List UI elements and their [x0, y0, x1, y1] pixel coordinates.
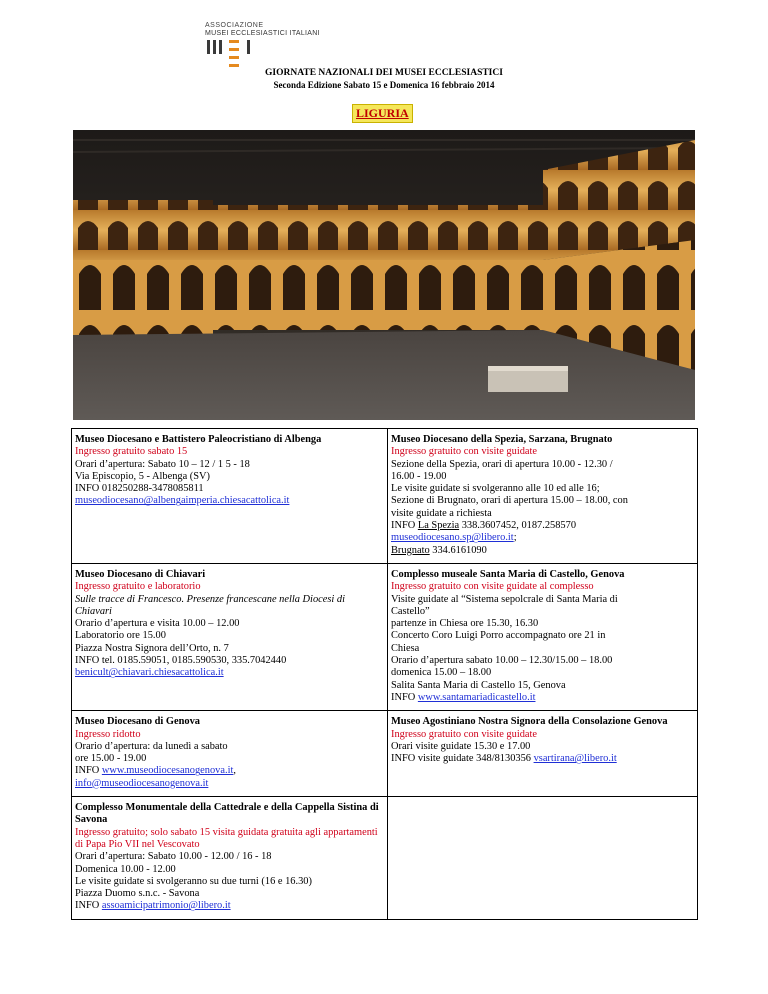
email-link[interactable]: info@museodiocesanogenova.it	[75, 777, 209, 789]
entry-info: Ingresso gratuito con visite guidate	[391, 728, 538, 740]
detail-line: Orari d’apertura: Sabato 10.00 - 12.00 / 16 - 18	[75, 851, 272, 863]
museum-cell-savona	[72, 797, 388, 920]
address: Salita Santa Maria di Castello 15, Genova	[391, 679, 566, 691]
info-line	[391, 692, 694, 704]
detail-line: Orario d’apertura sabato 10.00 – 12.30/15.00 – 18.00	[391, 655, 613, 667]
info-prefix: INFO	[391, 691, 418, 703]
info-phone: INFO visite guidate 348/8130356	[391, 753, 534, 765]
detail-line: 16.00 - 19.00	[391, 470, 447, 482]
opening-hours: Orario d’apertura e visita 10.00 – 12.00	[75, 618, 240, 630]
detail-line: visite guidate a richiesta	[391, 507, 492, 519]
brugnato-line	[391, 545, 694, 557]
entry-info: Ingresso gratuito sabato 15	[75, 446, 188, 458]
opening-hours-times: ore 15.00 - 19.00	[75, 753, 147, 765]
info-phone: INFO 018250288-3478085811	[75, 483, 204, 495]
brugnato-label: Brugnato	[391, 544, 430, 556]
museum-cell-genova	[72, 711, 388, 797]
email-suffix: ;	[513, 532, 517, 544]
detail-line: Castello”	[391, 605, 430, 617]
email-link[interactable]: assoamicipatrimonio@libero.it	[101, 900, 231, 912]
website-link[interactable]: www.santamariadicastello.it	[417, 691, 536, 703]
info-numbers: 338.3607452, 0187.258570	[459, 520, 577, 532]
info-line	[391, 520, 694, 532]
museum-title: Complesso museale Santa Maria di Castello, Genova	[391, 568, 625, 580]
address: Piazza Duomo s.n.c. - Savona	[75, 888, 200, 900]
table-row	[72, 429, 698, 564]
info-line	[75, 765, 384, 777]
detail-line: Sezione della Spezia, orari di apertura 10.00 - 12.30 /	[391, 458, 613, 470]
email-link[interactable]: museodiocesano@albengaimperia.chiesacattolica.it	[75, 495, 290, 507]
address: Piazza Nostra Signora dell’Orto, n. 7	[75, 642, 229, 654]
address: Via Episcopio, 5 - Albenga (SV)	[75, 470, 211, 482]
mei-logo-icon	[205, 39, 265, 71]
page-title: GIORNATE NAZIONALI DEI MUSEI ECCLESIASTICI	[265, 68, 503, 78]
association-logo	[205, 22, 335, 72]
info-line	[75, 900, 384, 912]
museum-title: Complesso Monumentale della Cattedrale e della Cappella Sistina di Savona	[75, 802, 379, 826]
detail-line: Le visite guidate si svolgeranno su due turni (16 e 16.30)	[75, 875, 312, 887]
table-row	[72, 563, 698, 710]
info-phone: INFO tel. 0185.59051, 0185.590530, 335.7042440	[75, 655, 287, 667]
exhibition-title: Sulle tracce di Francesco. Presenze francescane nella Diocesi di Chiavari	[75, 593, 345, 617]
info-line	[391, 753, 694, 765]
email-link[interactable]: vsartirana@libero.it	[533, 753, 617, 765]
detail-line: partenze in Chiesa ore 15.30, 16.30	[391, 618, 539, 630]
cloister-photo-icon	[73, 130, 695, 420]
page-subtitle: Seconda Edizione Sabato 15 e Domenica 16 febbraio 2014	[273, 80, 495, 90]
opening-hours: Orario d’apertura: da lunedì a sabato	[75, 740, 228, 752]
detail-line: Domenica 10.00 - 12.00	[75, 863, 176, 875]
brugnato-phone: 334.6161090	[429, 544, 487, 556]
logo-line-association: ASSOCIAZIONE	[205, 22, 264, 29]
museum-title: Museo Diocesano della Spezia, Sarzana, Brugnato	[391, 434, 613, 445]
table-row	[72, 711, 698, 797]
table-row	[72, 797, 698, 920]
empty-cell	[388, 797, 698, 920]
detail-line: Visite guidate al “Sistema sepolcrale di Santa Maria di	[391, 593, 618, 605]
entry-info: Ingresso ridotto	[75, 728, 141, 740]
website-link[interactable]: www.museodiocesanogenova.it	[101, 765, 234, 777]
museum-cell-castello	[388, 563, 698, 710]
entry-info: Ingresso gratuito con visite guidate al complesso	[391, 581, 594, 593]
museum-title: Museo Diocesano di Genova	[75, 716, 200, 728]
entry-info: Ingresso gratuito con visite guidate	[391, 446, 538, 458]
lab-hours: Laboratorio ore 15.00	[75, 630, 166, 642]
museum-cell-chiavari	[72, 563, 388, 710]
museum-title: Museo Diocesano di Chiavari	[75, 568, 206, 580]
detail-line: Chiesa	[391, 642, 420, 654]
email-line	[391, 532, 694, 544]
info-prefix: INFO	[75, 765, 102, 777]
website-suffix: ,	[233, 765, 236, 777]
cloister-photo	[73, 130, 695, 420]
museum-cell-agostiniano	[388, 711, 698, 797]
detail-line: Le visite guidate si svolgeranno alle 10 ed alle 16;	[391, 483, 600, 495]
detail-line: Orari visite guidate 15.30 e 17.00	[391, 740, 531, 752]
info-prefix: INFO	[391, 520, 418, 532]
museum-cell-spezia	[388, 429, 698, 564]
museum-cell-albenga	[72, 429, 388, 564]
detail-line: Concerto Coro Luigi Porro accompagnato ore 21 in	[391, 630, 606, 642]
museum-title: Museo Agostiniano Nostra Signora della Consolazione Genova	[391, 716, 668, 728]
info-place: La Spezia	[417, 520, 460, 532]
logo-line-name: MUSEI ECCLESIASTICI ITALIANI	[205, 30, 320, 37]
museum-events-table	[71, 428, 698, 920]
museum-title: Museo Diocesano e Battistero Paleocristiano di Albenga	[75, 434, 322, 445]
region-label: LIGURIA	[352, 104, 413, 123]
opening-hours: Orari d’apertura: Sabato 10 – 12 / 1 5 - 18	[75, 458, 250, 470]
detail-line: Sezione di Brugnato, orari di apertura 15.00 – 18.00, con	[391, 495, 628, 507]
detail-line: domenica 15.00 – 18.00	[391, 667, 492, 679]
entry-info: Ingresso gratuito; solo sabato 15 visita guidata gratuita agli appartamenti di Papa Pio VII nel Vescovato	[75, 826, 378, 850]
info-prefix: INFO	[75, 900, 102, 912]
entry-info: Ingresso gratuito e laboratorio	[75, 581, 201, 593]
email-link[interactable]: benicult@chiavari.chiesacattolica.it	[75, 667, 224, 679]
email-link[interactable]: museodiocesano.sp@libero.it	[391, 532, 514, 544]
